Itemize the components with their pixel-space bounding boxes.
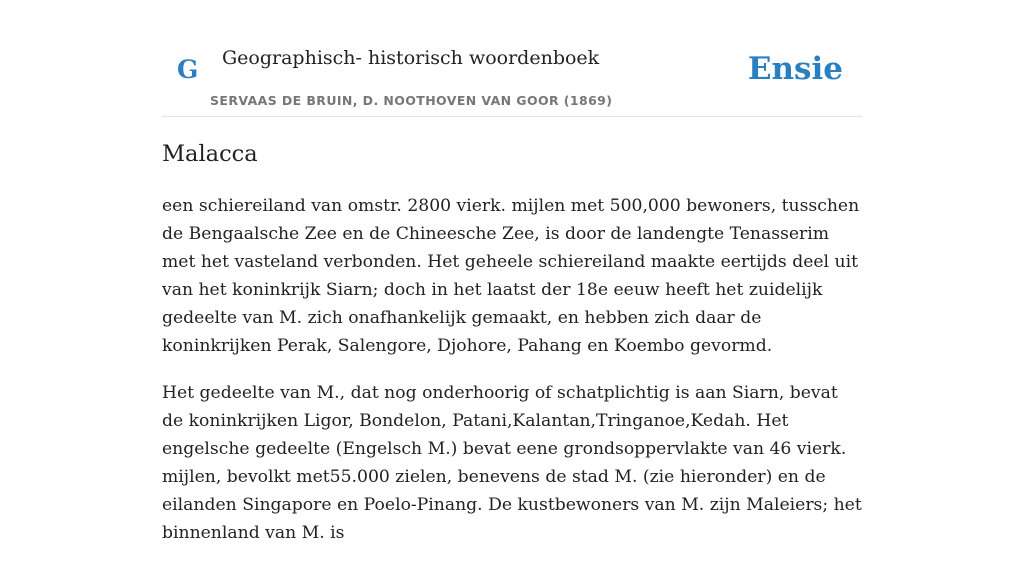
book-title[interactable]: Geographisch- historisch woordenboek [222, 47, 600, 69]
book-author: SERVAAS DE BRUIN, D. NOOTHOVEN VAN GOOR (1869) [210, 93, 613, 108]
ensie-brand-logo[interactable]: Ensie [747, 51, 843, 87]
entry-paragraph: Het gedeelte van M., dat nog onderhoorig of schatplichtig is aan Siarn, bevat de koninkrijken Ligor, Bondelon, Patani,Kalantan,Tringanoe,Kedah. Het engelsche gedeelte (Engelsch M.) bevat eene grondsoppervlakte van 46 vierk. mijlen, bevolkt met55.000 zielen, benevens de stad M. (zie hieronder) en de eilanden Singapore en Poelo-Pinang. De kustbewoners van M. zijn Maleiers; het binnenland van M. is [162, 383, 862, 543]
entry-paragraph: een schiereiland van omstr. 2800 vierk. mijlen met 500,000 bewoners, tusschen de Bengaalsche Zee en de Chineesche Zee, is door de landengte Tenasserim met het vasteland verbonden. Het geheele schiereiland maakte eertijds deel uit van het koninkrijk Siarn; doch in het laatst der 18e eeuw heeft het zuidelijk gedeelte van M. zich onafhankelijk gemaakt, en hebben zich daar de koninkrijken Perak, Salengore, Djohore, Pahang en Koembo gevormd. [162, 196, 860, 356]
book-letter-logo[interactable]: G [177, 55, 199, 84]
entry-title: Malacca [162, 141, 258, 167]
book-header [162, 0, 862, 117]
entry-content [162, 192, 864, 566]
